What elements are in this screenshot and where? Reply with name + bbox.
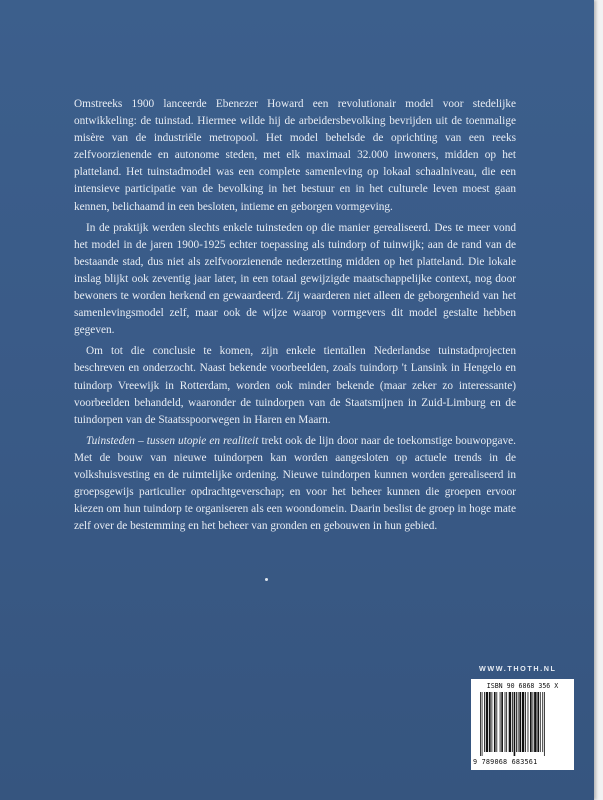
barcode-stripe bbox=[494, 692, 496, 752]
barcode-stripe bbox=[516, 692, 517, 752]
barcode-stripe bbox=[514, 692, 516, 756]
barcode-stripe bbox=[489, 692, 491, 752]
barcode-stripe bbox=[542, 692, 543, 752]
isbn-label: ISBN 90 6868 356 X bbox=[486, 682, 559, 690]
barcode-stripe bbox=[537, 692, 539, 752]
paragraph-1: Omstreeks 1900 lanceerde Ebenezer Howard een revolutionair model voor stedelijke ontwikkeling: de tuinstad. Hiermee wilde hij de arbeidersbevolking bevrijden uit de toenmalige misère van de industriële metropool. Het model behelsde de oprichting van een reeks zelfvoorzienende en autonome steden, met elk maximaal 32.000 inwoners, midden op het platteland. Het tuinstadmodel was een complete samenleving op lokaal schaalniveau, die een intensieve participatie van de bevolking in het bestuur en in het culturele leven moest gaan kennen, belichaamd in een besloten, intieme en geborgen vormgeving. bbox=[74, 98, 516, 213]
barcode-stripe bbox=[540, 692, 541, 752]
barcode-stripe bbox=[496, 692, 497, 752]
barcode-stripe bbox=[486, 692, 488, 752]
barcode-stripe bbox=[512, 692, 513, 752]
barcode-stripe bbox=[528, 692, 529, 752]
barcode-stripe bbox=[480, 692, 481, 756]
barcode-stripe bbox=[530, 692, 532, 752]
blurb-text bbox=[74, 96, 516, 539]
barcode-stripe bbox=[509, 692, 511, 752]
publisher-url: WWW.THOTH.NL bbox=[479, 664, 557, 673]
barcode-stripe bbox=[505, 692, 506, 752]
barcode-stripe bbox=[500, 692, 501, 752]
barcode-stripe bbox=[544, 692, 545, 756]
paragraph-4 bbox=[74, 433, 516, 536]
paragraph-4-text: trekt ook de lijn door naar de toekomstige bouwopgave. Met de bouw van nieuwe tuindorpen kan worden aangesloten op actuele trends in de volkshuisvesting en de ruimtelijke ordening. Nieuwe tuindorpen kunnen worden gerealiseerd in groepsgewijs particulier opdrachtgeverschap; en voor het beheer kunnen die groepen ervoor kiezen om hun tuindorp te organiseren als een woondomein. Daarin beslist de groep in hoge mate zelf over de bestemming en het beheer van gronden en gebouwen in hun gebied. bbox=[74, 434, 516, 533]
barcode-stripe bbox=[534, 692, 536, 752]
barcode-stripe bbox=[525, 692, 526, 752]
barcode-box bbox=[471, 679, 574, 770]
barcode-stripe bbox=[501, 692, 503, 752]
barcode-stripe bbox=[519, 692, 521, 752]
barcode-number: 9 789068 683561 bbox=[473, 758, 538, 766]
barcode-bars bbox=[480, 692, 566, 756]
decorative-dot bbox=[265, 578, 268, 581]
barcode-stripe bbox=[491, 692, 492, 752]
barcode-stripe bbox=[482, 692, 483, 756]
paragraph-3: Om tot die conclusie te komen, zijn enkele tientallen Nederlandse tuinstadprojecten beschreven en onderzocht. Naast bekende voorbeelden, zoals tuindorp 't Lansink in Hengelo en tuindorp Vreewijk in Rotterdam, worden ook minder bekende (maar zeker zo interessante) voorbeelden behandeld, waaronder de tuindorpen van de Staatsmijnen in Zuid-Limburg en de tuindorpen van de Staatsspoorwegen in Haren en Maarn. bbox=[74, 345, 516, 426]
book-title-italic: Tuinsteden – tussen utopie en realiteit bbox=[86, 434, 259, 447]
barcode-stripe bbox=[522, 692, 524, 752]
barcode-stripe bbox=[532, 692, 533, 752]
paragraph-2: In de praktijk werden slechts enkele tuinsteden op die manier gerealiseerd. Des te meer vond het model in de jaren 1900-1925 echter toepassing als tuindorp of tuinwijk; aan de rand van de bestaande stad, dus niet als zelfvoorzienende nederzetting midden op het platteland. Die lokale inslag blijkt ook zeventig jaar later, in een totaal gewijzigde maatschappelijke context, nog door bewoners te worden herkend en gewaardeerd. Zij waarderen niet alleen de geborgenheid van het samenlevingsmodel zelf, maar ook de wijze waarop vormgevers dit model gestalte hebben gegeven. bbox=[74, 221, 516, 337]
barcode-stripe bbox=[506, 692, 507, 752]
barcode-stripe bbox=[518, 692, 519, 752]
barcode-stripe bbox=[484, 692, 485, 752]
